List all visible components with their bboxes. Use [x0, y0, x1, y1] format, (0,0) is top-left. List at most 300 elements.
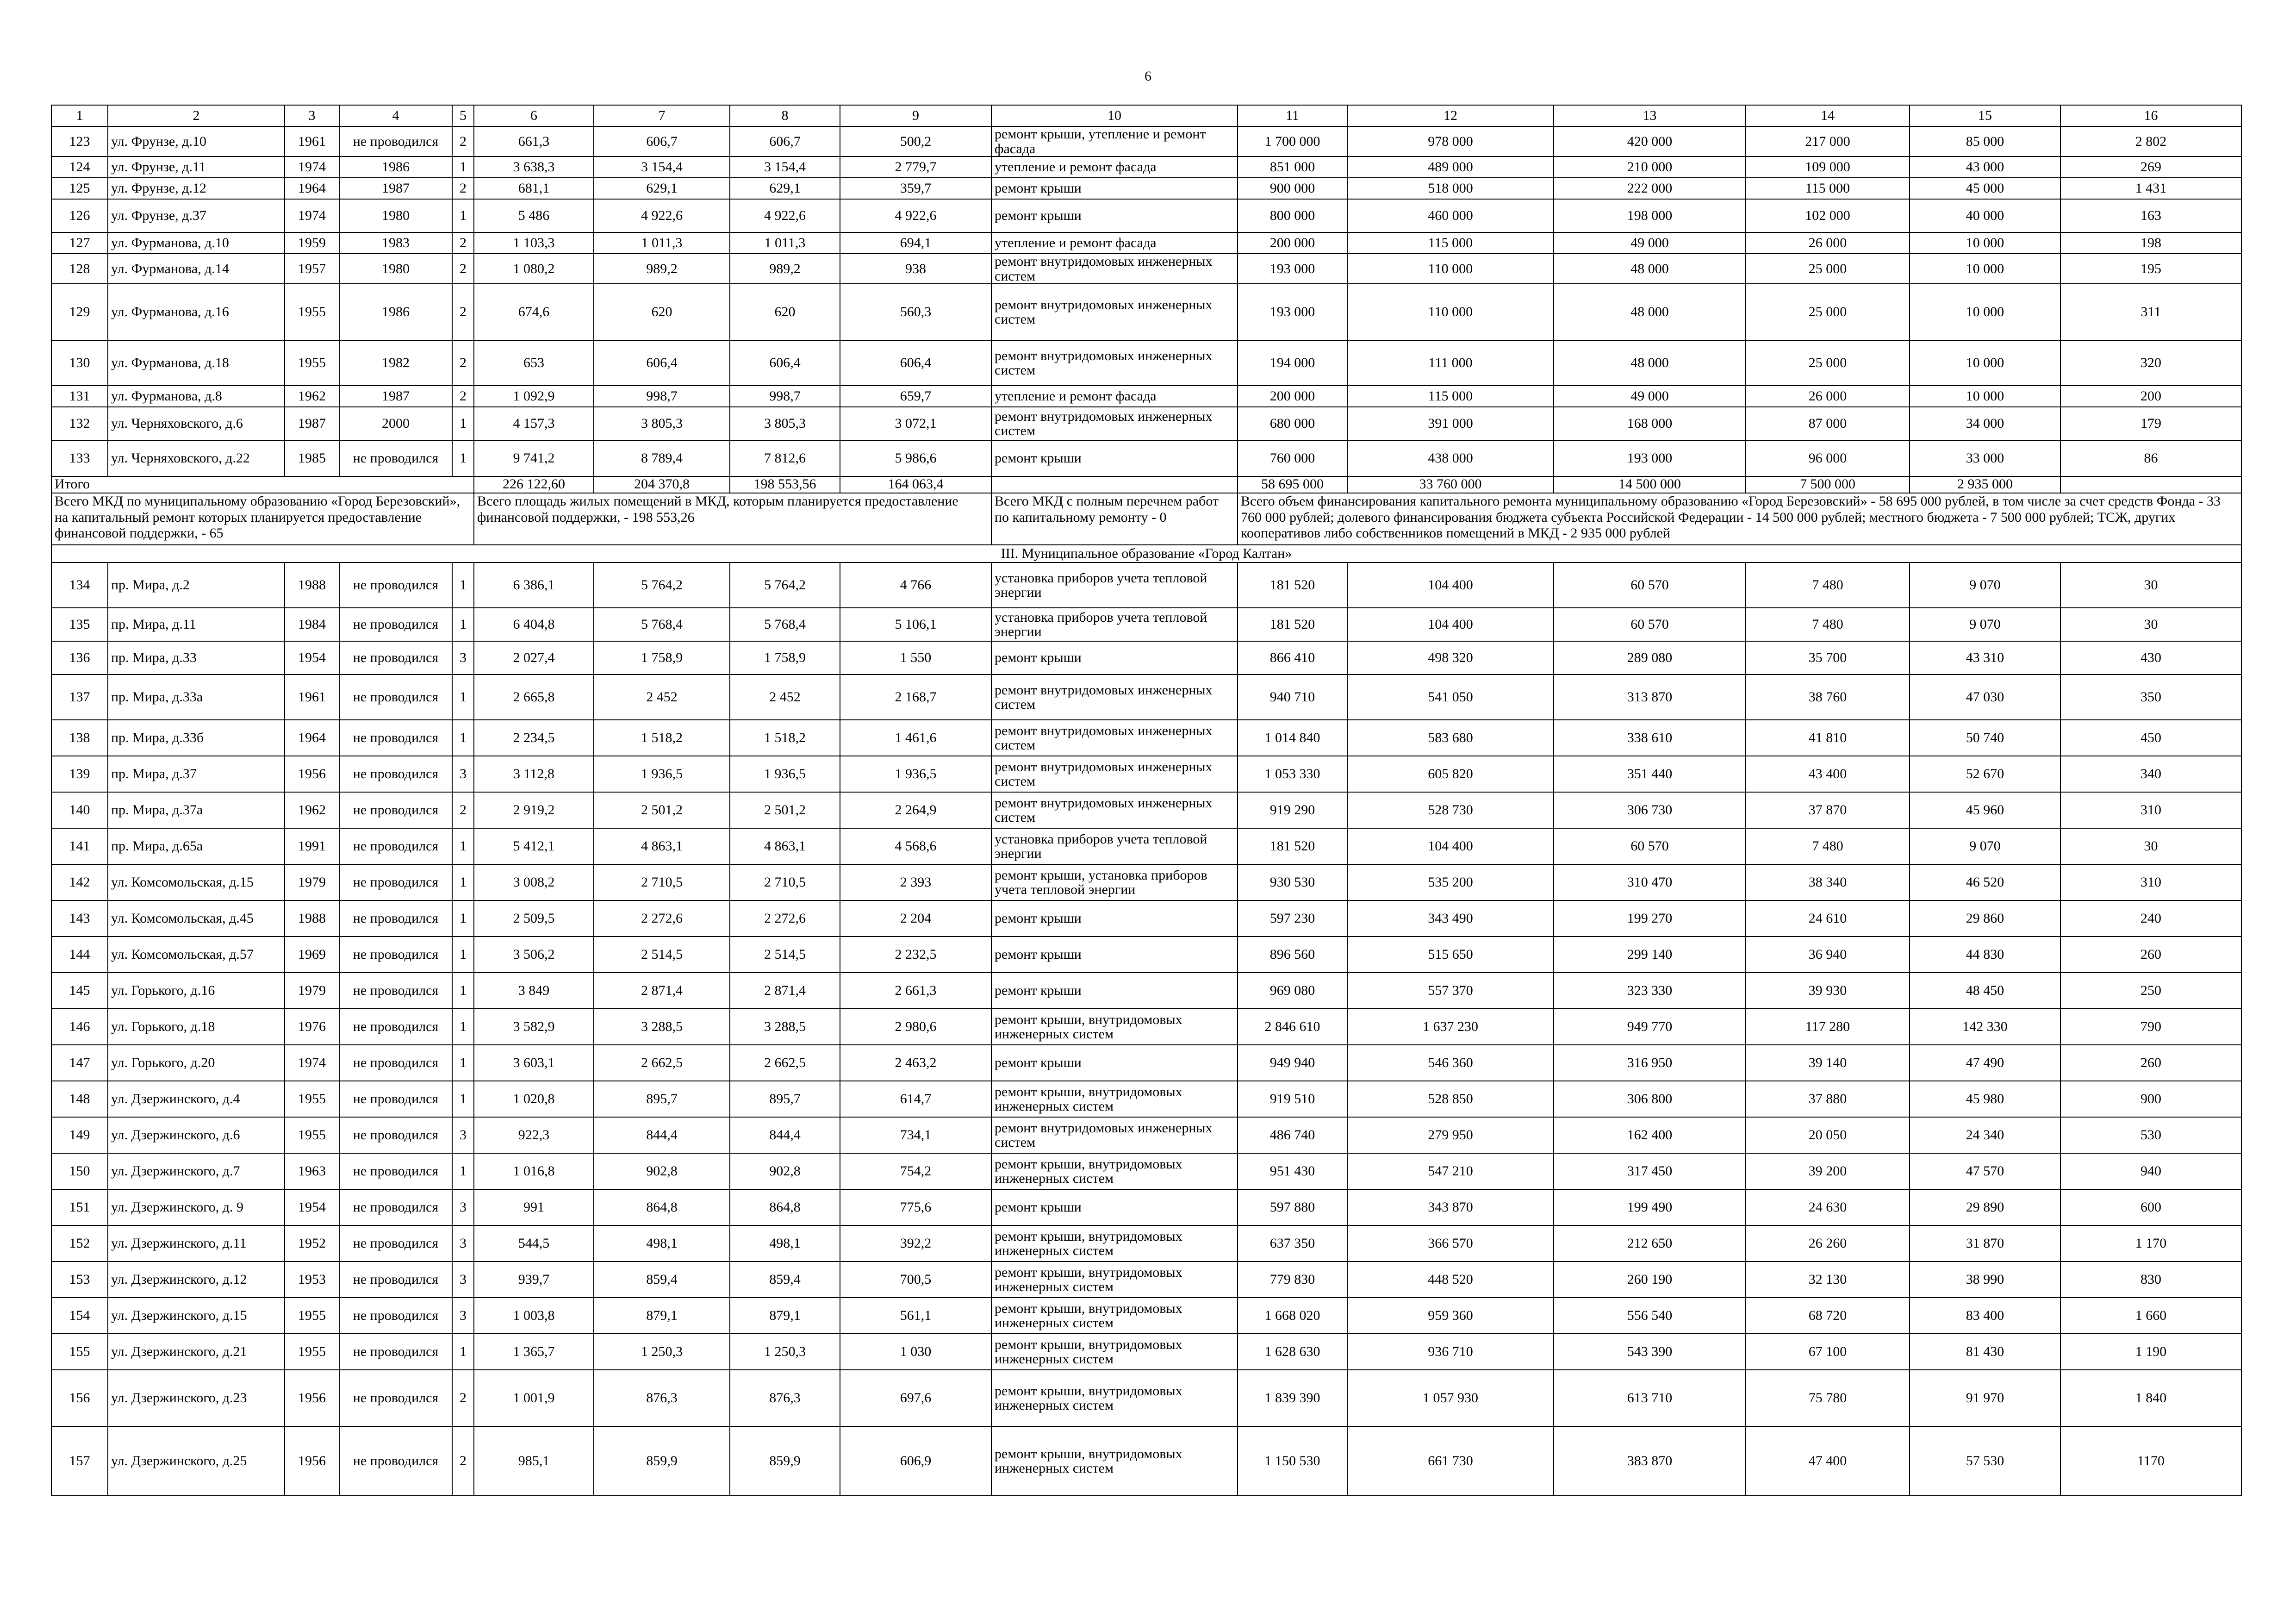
- cost-local: 109 000: [1746, 156, 1910, 178]
- area-total: 1 080,2: [474, 254, 594, 284]
- work-type: ремонт крыши, внутридомовых инженерных систем: [991, 1081, 1238, 1117]
- floors: 3: [452, 756, 474, 792]
- cost-total: 930 530: [1238, 864, 1347, 900]
- row-number: 140: [51, 792, 108, 828]
- area-total: 922,3: [474, 1117, 594, 1153]
- cost-total: 200 000: [1238, 232, 1347, 254]
- last-repair: не проводился: [339, 440, 452, 476]
- column-number: 4: [339, 105, 452, 126]
- cost-owners: 81 430: [1910, 1334, 2060, 1370]
- floors: 3: [452, 641, 474, 675]
- last-repair: не проводился: [339, 937, 452, 973]
- cost-owners: 40 000: [1910, 199, 2060, 232]
- area-total: 3 603,1: [474, 1045, 594, 1081]
- area-living-9: 560,3: [840, 284, 991, 340]
- area-living-9: 2 204: [840, 900, 991, 937]
- area-living-6: 998,7: [594, 386, 730, 407]
- area-living-9: 2 232,5: [840, 937, 991, 973]
- work-type: установка приборов учета тепловой энергии: [991, 562, 1238, 608]
- cost-local: 36 940: [1746, 937, 1910, 973]
- cost-fund: 110 000: [1347, 254, 1554, 284]
- cost-fund: 936 710: [1347, 1334, 1554, 1370]
- area-living-9: 4 766: [840, 562, 991, 608]
- area-total: 1 020,8: [474, 1081, 594, 1117]
- area-total: 661,3: [474, 126, 594, 156]
- cost-local: 7 480: [1746, 828, 1910, 864]
- cost-local: 7 480: [1746, 608, 1910, 641]
- work-type: ремонт крыши, утепление и ремонт фасада: [991, 126, 1238, 156]
- area-living-6: 3 805,3: [594, 407, 730, 440]
- row-number: 150: [51, 1153, 108, 1189]
- cost-fund: 343 490: [1347, 900, 1554, 937]
- row-number: 141: [51, 828, 108, 864]
- floors: 2: [452, 178, 474, 199]
- last-repair: 1980: [339, 254, 452, 284]
- floors: 1: [452, 608, 474, 641]
- cost-local: 25 000: [1746, 254, 1910, 284]
- area-living-9: 2 661,3: [840, 973, 991, 1009]
- address: пр. Мира, д.65а: [108, 828, 285, 864]
- cost-fund: 438 000: [1347, 440, 1554, 476]
- build-year: 1955: [285, 1117, 339, 1153]
- row-number: 128: [51, 254, 108, 284]
- area-living-6: 2 452: [594, 675, 730, 720]
- last-repair: не проводился: [339, 1225, 452, 1262]
- row-number: 123: [51, 126, 108, 156]
- area-total: 1 103,3: [474, 232, 594, 254]
- cost-fund: 583 680: [1347, 720, 1554, 756]
- cost-total: 181 520: [1238, 608, 1347, 641]
- address: пр. Мира, д.2: [108, 562, 285, 608]
- cost-region: 323 330: [1554, 973, 1746, 1009]
- area-living-8: 606,4: [730, 340, 840, 386]
- cost-fund: 515 650: [1347, 937, 1554, 973]
- cost-total: 949 940: [1238, 1045, 1347, 1081]
- table-row: [51, 440, 2241, 476]
- table-row: [51, 1045, 2241, 1081]
- address: ул. Дзержинского, д. 9: [108, 1189, 285, 1225]
- cost-total: 193 000: [1238, 284, 1347, 340]
- last-repair: 1980: [339, 199, 452, 232]
- area-living-6: 2 662,5: [594, 1045, 730, 1081]
- area-living-9: 359,7: [840, 178, 991, 199]
- area-total: 3 506,2: [474, 937, 594, 973]
- cost-region: 162 400: [1554, 1117, 1746, 1153]
- area-living-8: 2 514,5: [730, 937, 840, 973]
- address: ул. Комсомольская, д.57: [108, 937, 285, 973]
- cost-region: 198 000: [1554, 199, 1746, 232]
- area-living-9: 4 922,6: [840, 199, 991, 232]
- row-number: 147: [51, 1045, 108, 1081]
- address: ул. Дзержинского, д.25: [108, 1426, 285, 1496]
- area-living-9: 5 106,1: [840, 608, 991, 641]
- column-number: 1: [51, 105, 108, 126]
- area-living-6: 895,7: [594, 1081, 730, 1117]
- area-living-9: 775,6: [840, 1189, 991, 1225]
- build-year: 1988: [285, 900, 339, 937]
- floors: 1: [452, 900, 474, 937]
- cost-per-m2: 1 660: [2060, 1298, 2241, 1334]
- summary-mkd-count: Всего МКД по муниципальному образованию «Город Березовский», на капитальный ремонт которых планируется предоставление финансовой поддержки, - 65: [51, 493, 474, 545]
- cost-per-m2: 179: [2060, 407, 2241, 440]
- area-living-6: 2 871,4: [594, 973, 730, 1009]
- work-type: ремонт внутридомовых инженерных систем: [991, 407, 1238, 440]
- address: ул. Дзержинского, д.12: [108, 1262, 285, 1298]
- build-year: 1979: [285, 864, 339, 900]
- row-number: 137: [51, 675, 108, 720]
- cost-local: 35 700: [1746, 641, 1910, 675]
- cost-owners: 46 520: [1910, 864, 2060, 900]
- area-living-8: 5 764,2: [730, 562, 840, 608]
- cost-total: 181 520: [1238, 562, 1347, 608]
- floors: 1: [452, 562, 474, 608]
- table-row: [51, 232, 2241, 254]
- address: пр. Мира, д.37: [108, 756, 285, 792]
- cost-per-m2: 30: [2060, 608, 2241, 641]
- area-total: 991: [474, 1189, 594, 1225]
- cost-region: 168 000: [1554, 407, 1746, 440]
- cost-owners: 45 980: [1910, 1081, 2060, 1117]
- cost-per-m2: 30: [2060, 828, 2241, 864]
- cost-region: 49 000: [1554, 232, 1746, 254]
- build-year: 1985: [285, 440, 339, 476]
- area-living-9: 697,6: [840, 1370, 991, 1426]
- cost-local: 115 000: [1746, 178, 1910, 199]
- floors: 1: [452, 720, 474, 756]
- area-living-8: 4 922,6: [730, 199, 840, 232]
- area-living-9: 734,1: [840, 1117, 991, 1153]
- last-repair: 1982: [339, 340, 452, 386]
- area-total: 1 016,8: [474, 1153, 594, 1189]
- cost-owners: 43 310: [1910, 641, 2060, 675]
- build-year: 1954: [285, 641, 339, 675]
- column-number: 5: [452, 105, 474, 126]
- cost-total: 1 839 390: [1238, 1370, 1347, 1426]
- area-total: 544,5: [474, 1225, 594, 1262]
- work-type: ремонт внутридомовых инженерных систем: [991, 720, 1238, 756]
- cost-per-m2: 1 190: [2060, 1334, 2241, 1370]
- build-year: 1987: [285, 407, 339, 440]
- area-total: 9 741,2: [474, 440, 594, 476]
- last-repair: 1986: [339, 156, 452, 178]
- cost-local: 20 050: [1746, 1117, 1910, 1153]
- area-living-8: 3 154,4: [730, 156, 840, 178]
- area-total: 681,1: [474, 178, 594, 199]
- area-total: 3 112,8: [474, 756, 594, 792]
- total-sum-14: 7 500 000: [1746, 476, 1910, 493]
- row-number: 127: [51, 232, 108, 254]
- work-type: ремонт крыши, внутридомовых инженерных систем: [991, 1225, 1238, 1262]
- address: ул. Горького, д.20: [108, 1045, 285, 1081]
- area-living-8: 7 812,6: [730, 440, 840, 476]
- area-living-9: 694,1: [840, 232, 991, 254]
- row-number: 129: [51, 284, 108, 340]
- area-living-8: 2 452: [730, 675, 840, 720]
- row-number: 146: [51, 1009, 108, 1045]
- total-sum-13: 14 500 000: [1554, 476, 1746, 493]
- capital-repair-table: [51, 105, 2242, 1496]
- cost-local: 117 280: [1746, 1009, 1910, 1045]
- floors: 1: [452, 828, 474, 864]
- cost-owners: 142 330: [1910, 1009, 2060, 1045]
- summary-row: [51, 493, 2241, 545]
- row-number: 138: [51, 720, 108, 756]
- cost-total: 919 290: [1238, 792, 1347, 828]
- area-living-8: 1 011,3: [730, 232, 840, 254]
- area-living-8: 2 501,2: [730, 792, 840, 828]
- cost-fund: 489 000: [1347, 156, 1554, 178]
- area-living-6: 859,9: [594, 1426, 730, 1496]
- cost-total: 940 710: [1238, 675, 1347, 720]
- column-number-row: [51, 105, 2241, 126]
- cost-owners: 57 530: [1910, 1426, 2060, 1496]
- cost-fund: 498 320: [1347, 641, 1554, 675]
- cost-region: 313 870: [1554, 675, 1746, 720]
- column-number: 14: [1746, 105, 1910, 126]
- row-number: 149: [51, 1117, 108, 1153]
- area-living-6: 859,4: [594, 1262, 730, 1298]
- cost-owners: 9 070: [1910, 828, 2060, 864]
- address: ул. Фрунзе, д.10: [108, 126, 285, 156]
- cost-region: 48 000: [1554, 284, 1746, 340]
- build-year: 1969: [285, 937, 339, 973]
- build-year: 1961: [285, 675, 339, 720]
- cost-region: 383 870: [1554, 1426, 1746, 1496]
- cost-total: 1 150 530: [1238, 1426, 1347, 1496]
- build-year: 1988: [285, 562, 339, 608]
- table-row: [51, 284, 2241, 340]
- cost-region: 49 000: [1554, 386, 1746, 407]
- area-total: 5 486: [474, 199, 594, 232]
- table-row: [51, 1426, 2241, 1496]
- cost-region: 351 440: [1554, 756, 1746, 792]
- last-repair: не проводился: [339, 562, 452, 608]
- cost-local: 26 260: [1746, 1225, 1910, 1262]
- table-row: [51, 1153, 2241, 1189]
- table-row: [51, 156, 2241, 178]
- build-year: 1962: [285, 386, 339, 407]
- cost-fund: 460 000: [1347, 199, 1554, 232]
- last-repair: не проводился: [339, 608, 452, 641]
- cost-local: 87 000: [1746, 407, 1910, 440]
- cost-fund: 343 870: [1347, 1189, 1554, 1225]
- column-number: 7: [594, 105, 730, 126]
- cost-owners: 29 860: [1910, 900, 2060, 937]
- work-type: ремонт внутридомовых инженерных систем: [991, 254, 1238, 284]
- cost-per-m2: 86: [2060, 440, 2241, 476]
- area-living-6: 620: [594, 284, 730, 340]
- address: ул. Фурманова, д.10: [108, 232, 285, 254]
- address: пр. Мира, д.33: [108, 641, 285, 675]
- area-living-9: 606,9: [840, 1426, 991, 1496]
- cost-owners: 10 000: [1910, 284, 2060, 340]
- cost-fund: 978 000: [1347, 126, 1554, 156]
- cost-per-m2: 450: [2060, 720, 2241, 756]
- cost-fund: 110 000: [1347, 284, 1554, 340]
- row-number: 145: [51, 973, 108, 1009]
- cost-local: 67 100: [1746, 1334, 1910, 1370]
- cost-region: 317 450: [1554, 1153, 1746, 1189]
- total-sum-12: 33 760 000: [1347, 476, 1554, 493]
- work-type: ремонт внутридомовых инженерных систем: [991, 340, 1238, 386]
- row-number: 139: [51, 756, 108, 792]
- address: ул. Фрунзе, д.12: [108, 178, 285, 199]
- cost-per-m2: 790: [2060, 1009, 2241, 1045]
- table-row: [51, 792, 2241, 828]
- cost-fund: 104 400: [1347, 828, 1554, 864]
- table-row: [51, 126, 2241, 156]
- area-total: 1 001,9: [474, 1370, 594, 1426]
- cost-per-m2: 1170: [2060, 1426, 2241, 1496]
- build-year: 1964: [285, 720, 339, 756]
- cost-local: 37 870: [1746, 792, 1910, 828]
- floors: 1: [452, 440, 474, 476]
- area-living-8: 876,3: [730, 1370, 840, 1426]
- address: ул. Дзержинского, д.7: [108, 1153, 285, 1189]
- cost-local: 75 780: [1746, 1370, 1910, 1426]
- area-living-8: 998,7: [730, 386, 840, 407]
- area-living-6: 2 501,2: [594, 792, 730, 828]
- address: пр. Мира, д.37а: [108, 792, 285, 828]
- cost-total: 1 628 630: [1238, 1334, 1347, 1370]
- build-year: 1952: [285, 1225, 339, 1262]
- cost-local: 43 400: [1746, 756, 1910, 792]
- floors: 1: [452, 1153, 474, 1189]
- cost-region: 60 570: [1554, 608, 1746, 641]
- area-living-9: 614,7: [840, 1081, 991, 1117]
- table-row: [51, 756, 2241, 792]
- cost-fund: 541 050: [1347, 675, 1554, 720]
- area-living-8: 895,7: [730, 1081, 840, 1117]
- address: ул. Фурманова, д.16: [108, 284, 285, 340]
- cost-local: 102 000: [1746, 199, 1910, 232]
- work-type: ремонт крыши: [991, 199, 1238, 232]
- cost-region: 193 000: [1554, 440, 1746, 476]
- table-row: [51, 828, 2241, 864]
- build-year: 1957: [285, 254, 339, 284]
- build-year: 1962: [285, 792, 339, 828]
- build-year: 1955: [285, 1298, 339, 1334]
- table-row: [51, 675, 2241, 720]
- floors: 1: [452, 156, 474, 178]
- cost-per-m2: 269: [2060, 156, 2241, 178]
- area-total: 2 919,2: [474, 792, 594, 828]
- floors: 2: [452, 1370, 474, 1426]
- area-living-6: 2 514,5: [594, 937, 730, 973]
- total-sum-11: 58 695 000: [1238, 476, 1347, 493]
- last-repair: не проводился: [339, 864, 452, 900]
- cost-fund: 547 210: [1347, 1153, 1554, 1189]
- cost-total: 779 830: [1238, 1262, 1347, 1298]
- floors: 1: [452, 407, 474, 440]
- cost-per-m2: 311: [2060, 284, 2241, 340]
- address: ул. Дзержинского, д.4: [108, 1081, 285, 1117]
- area-living-9: 2 980,6: [840, 1009, 991, 1045]
- cost-fund: 115 000: [1347, 386, 1554, 407]
- cost-total: 2 846 610: [1238, 1009, 1347, 1045]
- column-number: 13: [1554, 105, 1746, 126]
- cost-region: 338 610: [1554, 720, 1746, 756]
- cost-owners: 9 070: [1910, 562, 2060, 608]
- floors: 3: [452, 1117, 474, 1153]
- area-living-8: 2 662,5: [730, 1045, 840, 1081]
- table-row: [51, 864, 2241, 900]
- cost-local: 26 000: [1746, 386, 1910, 407]
- area-living-9: 1 461,6: [840, 720, 991, 756]
- cost-owners: 48 450: [1910, 973, 2060, 1009]
- build-year: 1963: [285, 1153, 339, 1189]
- table-row: [51, 178, 2241, 199]
- area-living-9: 392,2: [840, 1225, 991, 1262]
- cost-per-m2: 200: [2060, 386, 2241, 407]
- column-number: 12: [1347, 105, 1554, 126]
- cost-owners: 45 960: [1910, 792, 2060, 828]
- floors: 1: [452, 675, 474, 720]
- area-living-8: 989,2: [730, 254, 840, 284]
- table-row: [51, 340, 2241, 386]
- address: ул. Черняховского, д.6: [108, 407, 285, 440]
- cost-total: 1 053 330: [1238, 756, 1347, 792]
- row-number: 155: [51, 1334, 108, 1370]
- cost-region: 260 190: [1554, 1262, 1746, 1298]
- cost-region: 613 710: [1554, 1370, 1746, 1426]
- column-number: 10: [991, 105, 1238, 126]
- cost-total: 1 014 840: [1238, 720, 1347, 756]
- cost-per-m2: 530: [2060, 1117, 2241, 1153]
- build-year: 1974: [285, 199, 339, 232]
- build-year: 1974: [285, 1045, 339, 1081]
- column-number: 3: [285, 105, 339, 126]
- area-living-9: 3 072,1: [840, 407, 991, 440]
- cost-owners: 34 000: [1910, 407, 2060, 440]
- work-type: ремонт крыши: [991, 178, 1238, 199]
- area-living-9: 700,5: [840, 1262, 991, 1298]
- table-row: [51, 254, 2241, 284]
- area-total: 6 386,1: [474, 562, 594, 608]
- cost-total: 800 000: [1238, 199, 1347, 232]
- cost-per-m2: 430: [2060, 641, 2241, 675]
- cost-owners: 31 870: [1910, 1225, 2060, 1262]
- address: ул. Дзержинского, д.11: [108, 1225, 285, 1262]
- cost-total: 760 000: [1238, 440, 1347, 476]
- build-year: 1974: [285, 156, 339, 178]
- area-living-9: 1 550: [840, 641, 991, 675]
- table-row: [51, 1262, 2241, 1298]
- cost-region: 316 950: [1554, 1045, 1746, 1081]
- area-living-9: 2 779,7: [840, 156, 991, 178]
- cost-per-m2: 30: [2060, 562, 2241, 608]
- cost-per-m2: 310: [2060, 792, 2241, 828]
- cost-region: 199 270: [1554, 900, 1746, 937]
- table-row: [51, 1334, 2241, 1370]
- row-number: 142: [51, 864, 108, 900]
- cost-total: 851 000: [1238, 156, 1347, 178]
- table-row: [51, 720, 2241, 756]
- last-repair: не проводился: [339, 1334, 452, 1370]
- cost-local: 68 720: [1746, 1298, 1910, 1334]
- cost-total: 637 350: [1238, 1225, 1347, 1262]
- work-type: ремонт внутридомовых инженерных систем: [991, 284, 1238, 340]
- build-year: 1956: [285, 1426, 339, 1496]
- row-number: 133: [51, 440, 108, 476]
- cost-region: 289 080: [1554, 641, 1746, 675]
- cost-local: 24 610: [1746, 900, 1910, 937]
- area-total: 3 582,9: [474, 1009, 594, 1045]
- build-year: 1956: [285, 756, 339, 792]
- area-living-6: 879,1: [594, 1298, 730, 1334]
- last-repair: не проводился: [339, 1009, 452, 1045]
- cost-per-m2: 340: [2060, 756, 2241, 792]
